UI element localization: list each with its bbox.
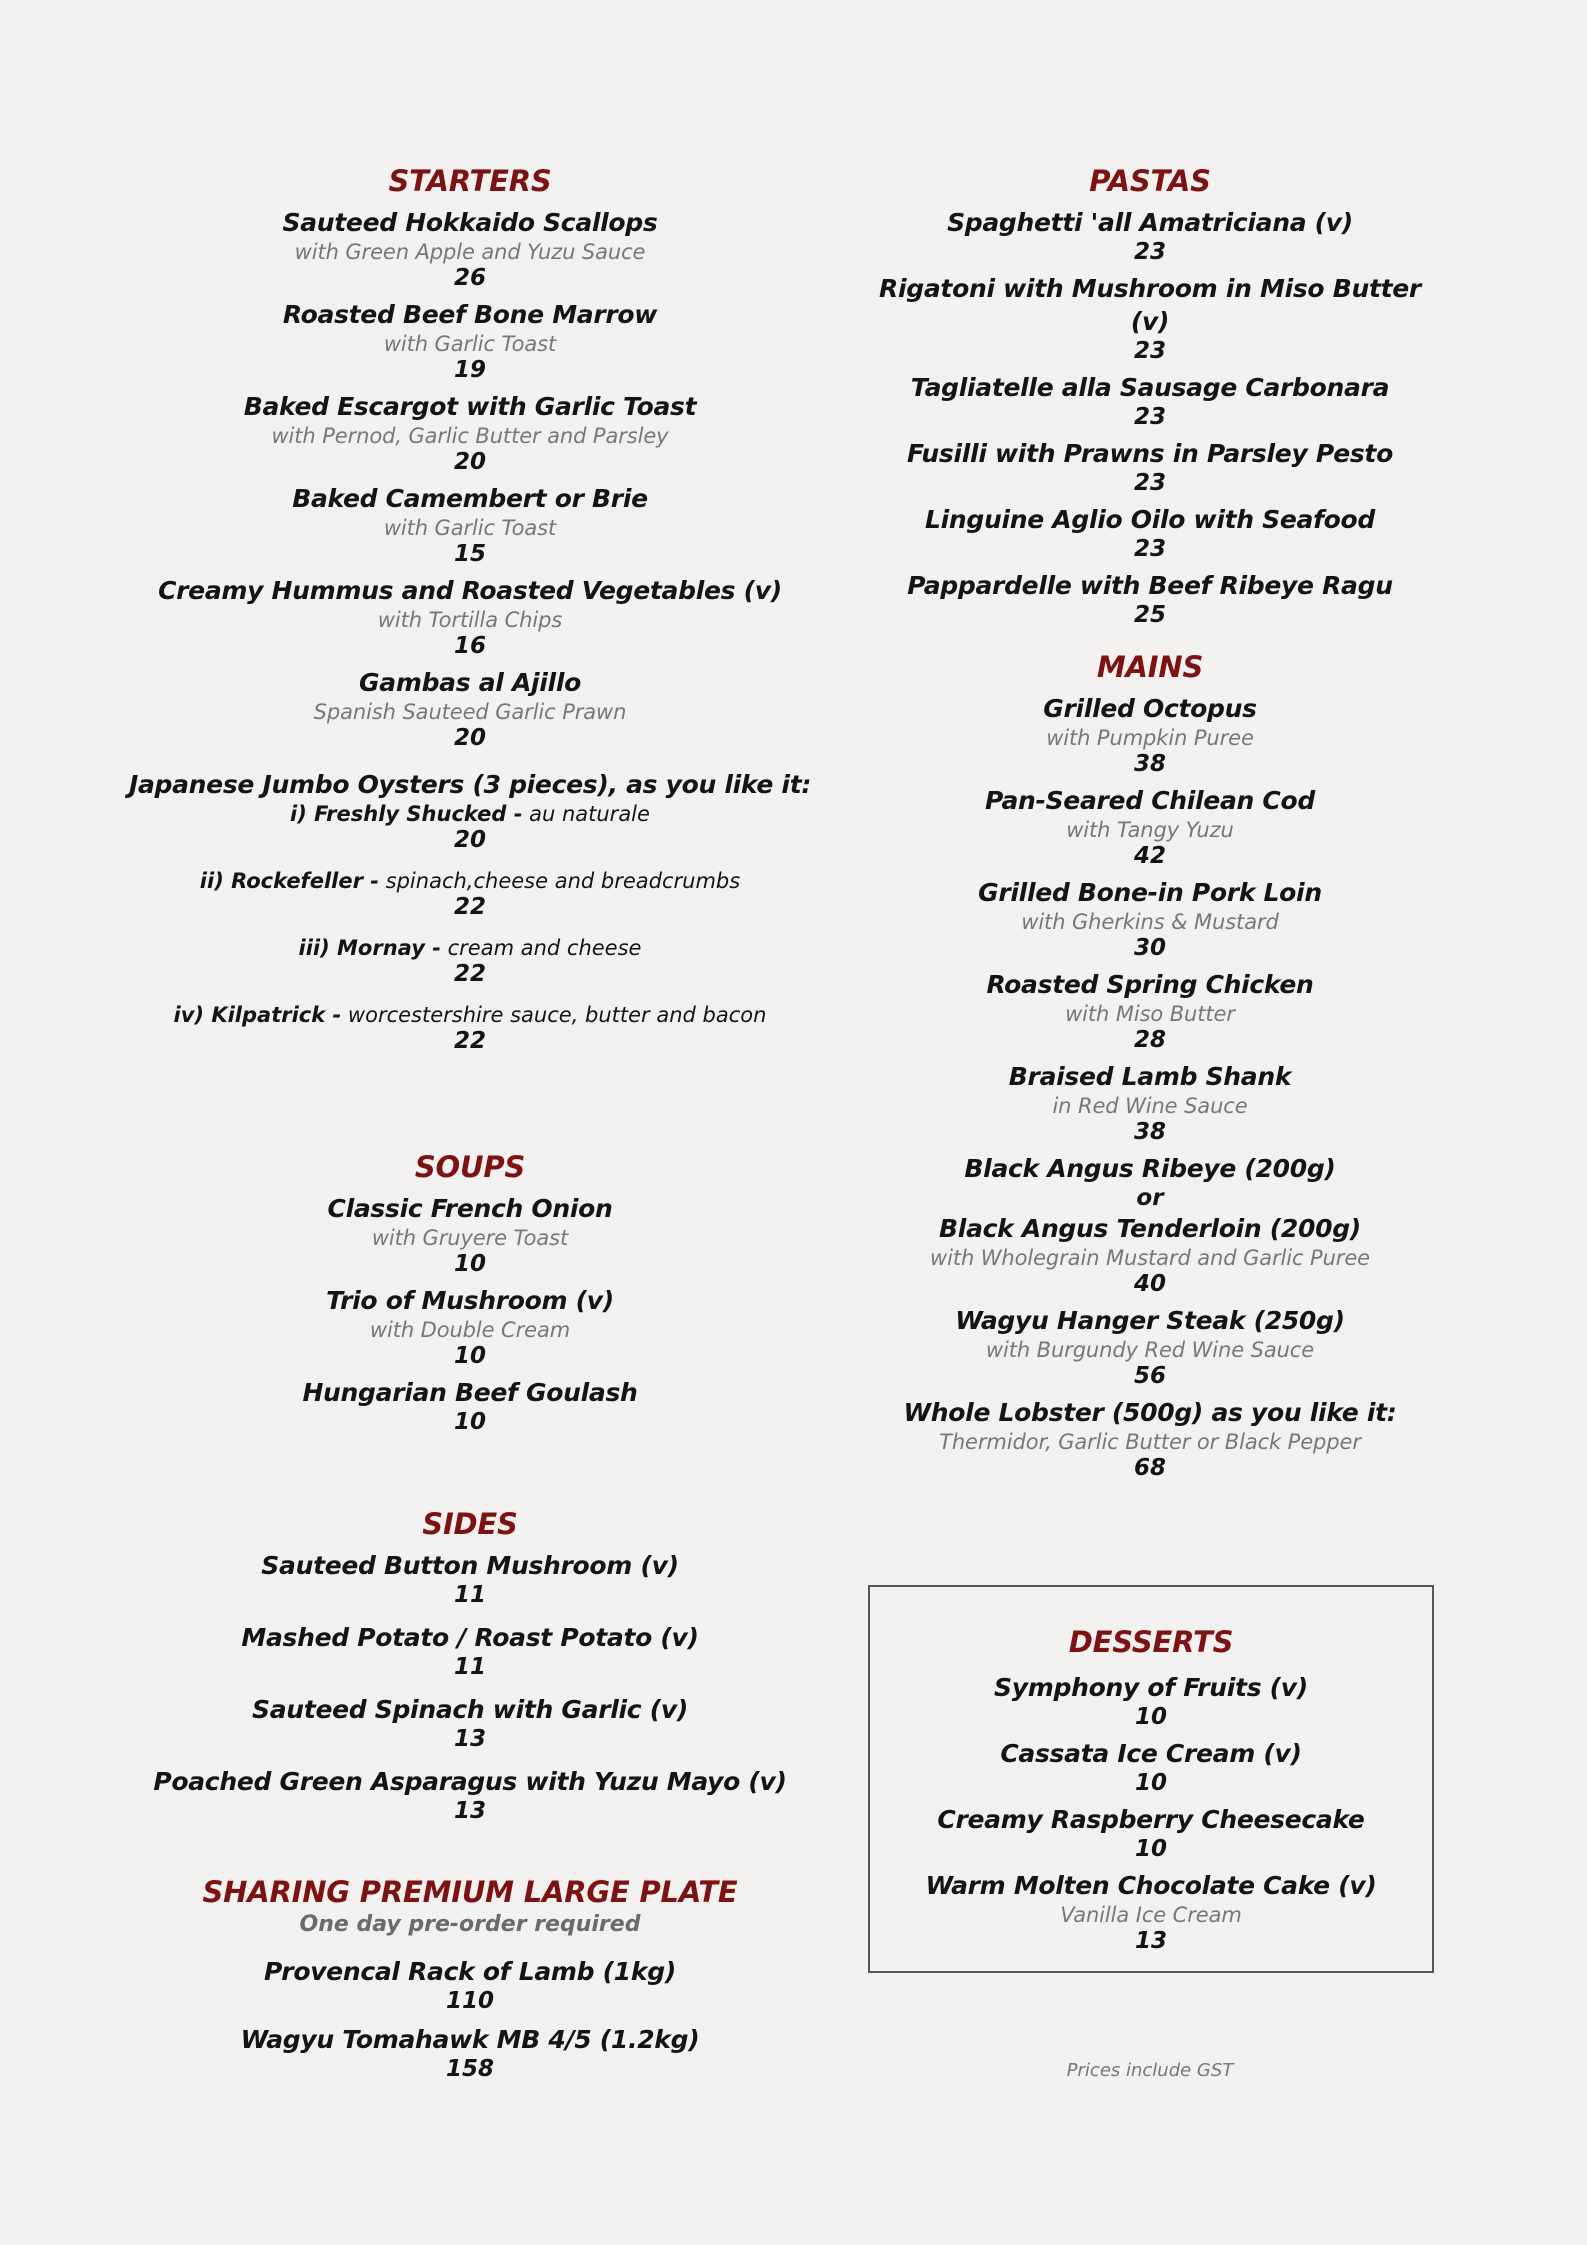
item-name: Wagyu Hanger Steak (250g) <box>955 1306 1345 1335</box>
item-name: Grilled Octopus <box>1043 694 1257 723</box>
menu-item <box>870 1803 1432 1863</box>
oyster-option <box>120 1002 820 1028</box>
oyster-option <box>120 868 820 894</box>
option-description: cream and cheese <box>447 936 642 960</box>
starters-section <box>120 162 820 1055</box>
item-name: Provencal Rack of Lamb (1kg) <box>264 1957 676 1986</box>
option-label: iv) Kilpatrick - <box>173 1003 342 1027</box>
item-name: Whole Lobster (500g) as you like it: <box>903 1398 1397 1427</box>
item-price: 10 <box>453 1343 486 1369</box>
item-price: 22 <box>453 1028 486 1054</box>
item-price: 20 <box>453 725 486 751</box>
menu-item <box>870 1737 1432 1797</box>
oyster-option <box>120 801 820 827</box>
item-name: Mashed Potato / Roast Potato (v) <box>241 1623 699 1652</box>
menu-item <box>860 371 1440 431</box>
item-name: Creamy Raspberry Cheesecake <box>937 1805 1365 1834</box>
item-name: Japanese Jumbo Oysters (3 pieces), as you like it: <box>128 770 812 799</box>
item-description: Spanish Sauteed Garlic Prawn <box>313 700 627 724</box>
option-description: spinach,cheese and breadcrumbs <box>385 869 741 893</box>
item-price: 11 <box>453 1654 486 1680</box>
item-price: 158 <box>445 2056 494 2082</box>
section-subtitle: One day pre-order required <box>299 1912 641 1937</box>
menu-item <box>120 482 820 568</box>
section-title: DESSERTS <box>1068 1625 1234 1659</box>
item-name: Pan-Seared Chilean Cod <box>985 786 1315 815</box>
section-title: SOUPS <box>414 1150 526 1184</box>
item-price: 10 <box>453 1409 486 1435</box>
item-price: 30 <box>1133 935 1166 961</box>
item-name: Black Angus Tenderloin (200g) <box>939 1214 1361 1243</box>
item-description: with Tortilla Chips <box>377 608 563 632</box>
item-description: in Red Wine Sauce <box>1052 1094 1248 1118</box>
item-price: 38 <box>1133 751 1166 777</box>
item-description: Thermidor, Garlic Butter or Black Pepper <box>939 1430 1361 1454</box>
or-divider: or <box>1136 1185 1164 1211</box>
menu-item <box>860 876 1440 962</box>
menu-item <box>860 437 1440 497</box>
item-name: Trio of Mushroom (v) <box>326 1286 614 1315</box>
item-price: 26 <box>453 265 486 291</box>
item-name: Baked Escargot with Garlic Toast <box>243 392 697 421</box>
item-price: 10 <box>453 1251 486 1277</box>
item-description: with Wholegrain Mustard and Garlic Puree <box>930 1246 1370 1270</box>
item-name: Pappardelle with Beef Ribeye Ragu <box>907 571 1393 600</box>
item-price: 56 <box>1133 1363 1166 1389</box>
item-price: 23 <box>1133 470 1166 496</box>
item-name: Grilled Bone-in Pork Loin <box>978 878 1322 907</box>
section-title: STARTERS <box>388 164 552 198</box>
item-price: 22 <box>453 894 486 920</box>
item-price: 40 <box>1133 1271 1166 1297</box>
sides-section <box>120 1505 820 1825</box>
section-title: MAINS <box>1096 650 1204 684</box>
menu-item <box>860 1060 1440 1146</box>
menu-item <box>120 1376 820 1436</box>
item-name: Black Angus Ribeye (200g) <box>964 1154 1336 1183</box>
item-price: 10 <box>1134 1836 1167 1862</box>
menu-item <box>860 206 1440 266</box>
item-price: 13 <box>1134 1928 1167 1954</box>
option-label: ii) Rockefeller - <box>199 869 379 893</box>
menu-item <box>120 1192 820 1278</box>
item-price: 20 <box>453 449 486 475</box>
oysters-item <box>120 768 820 1055</box>
item-price: 42 <box>1133 843 1166 869</box>
item-price: 11 <box>453 1582 486 1608</box>
item-description: with Gruyere Toast <box>371 1226 569 1250</box>
item-price: 10 <box>1134 1770 1167 1796</box>
menu-item <box>860 1396 1440 1482</box>
item-name: Classic French Onion <box>327 1194 613 1223</box>
menu-item <box>120 1693 820 1753</box>
menu-item <box>120 298 820 384</box>
option-label: i) Freshly Shucked - <box>290 802 523 826</box>
menu-item <box>860 692 1440 778</box>
item-name: Creamy Hummus and Roasted Vegetables (v) <box>158 576 782 605</box>
item-name: Warm Molten Chocolate Cake (v) <box>925 1871 1377 1900</box>
menu-item <box>860 569 1440 629</box>
desserts-box <box>868 1585 1434 1973</box>
menu-item <box>120 574 820 660</box>
pastas-section <box>860 162 1440 629</box>
item-name: Roasted Beef Bone Marrow <box>282 300 658 329</box>
mains-section <box>860 648 1440 1482</box>
sharing-section <box>120 1873 820 2083</box>
item-price: 22 <box>453 961 486 987</box>
menu-item <box>860 784 1440 870</box>
option-description: worcestershire sauce, butter and bacon <box>347 1003 767 1027</box>
item-description: with Miso Butter <box>1065 1002 1235 1026</box>
item-name: Symphony of Fruits (v) <box>994 1673 1308 1702</box>
item-description: with Gherkins & Mustard <box>1021 910 1279 934</box>
menu-item <box>120 1955 820 2015</box>
menu-item <box>120 666 820 752</box>
menu-item <box>870 1869 1432 1955</box>
item-price: 13 <box>453 1798 486 1824</box>
item-price: 15 <box>453 541 486 567</box>
steak-item <box>860 1152 1440 1298</box>
item-description: with Pumpkin Puree <box>1046 726 1254 750</box>
menu-item <box>120 1284 820 1370</box>
item-price: 23 <box>1133 338 1166 364</box>
item-name: Sauteed Spinach with Garlic (v) <box>252 1695 688 1724</box>
menu-item <box>120 206 820 292</box>
menu-item <box>860 968 1440 1054</box>
item-name: Baked Camembert or Brie <box>292 484 648 513</box>
item-name: Poached Green Asparagus with Yuzu Mayo (v) <box>153 1767 787 1796</box>
item-description: with Green Apple and Yuzu Sauce <box>294 240 646 264</box>
item-price: 20 <box>453 827 486 853</box>
item-name: Gambas al Ajillo <box>359 668 581 697</box>
item-description: with Double Cream <box>369 1318 571 1342</box>
item-name: Rigatoni with Mushroom in Miso Butter (v) <box>879 274 1421 336</box>
menu-item <box>120 1549 820 1609</box>
gst-note: Prices include GST <box>1066 2060 1234 2081</box>
menu-item <box>120 2023 820 2083</box>
option-description: au naturale <box>529 802 650 826</box>
item-description: Vanilla Ice Cream <box>1060 1903 1242 1927</box>
item-price: 38 <box>1133 1119 1166 1145</box>
item-price: 10 <box>1134 1704 1167 1730</box>
section-title: SHARING PREMIUM LARGE PLATE <box>202 1875 738 1909</box>
item-description: with Pernod, Garlic Butter and Parsley <box>271 424 669 448</box>
item-name: Braised Lamb Shank <box>1008 1062 1292 1091</box>
item-name: Roasted Spring Chicken <box>986 970 1314 999</box>
desserts-section <box>870 1623 1432 1955</box>
item-description: with Tangy Yuzu <box>1066 818 1234 842</box>
menu-item <box>120 1765 820 1825</box>
item-price: 16 <box>453 633 486 659</box>
soups-section <box>120 1148 820 1436</box>
item-description: with Burgundy Red Wine Sauce <box>985 1338 1315 1362</box>
item-price: 25 <box>1133 602 1166 628</box>
item-name: Sauteed Button Mushroom (v) <box>261 1551 679 1580</box>
item-price: 23 <box>1133 536 1166 562</box>
item-name: Wagyu Tomahawk MB 4/5 (1.2kg) <box>240 2025 700 2054</box>
item-description: with Garlic Toast <box>383 332 557 356</box>
menu-item <box>120 1621 820 1681</box>
item-name: Spaghetti 'all Amatriciana (v) <box>947 208 1353 237</box>
item-price: 110 <box>445 1988 494 2014</box>
item-name: Sauteed Hokkaido Scallops <box>282 208 658 237</box>
menu-item <box>860 503 1440 563</box>
option-label: iii) Mornay - <box>298 936 441 960</box>
menu-item <box>870 1671 1432 1731</box>
oyster-option <box>120 935 820 961</box>
item-name: Cassata Ice Cream (v) <box>1000 1739 1302 1768</box>
menu-item <box>860 272 1440 365</box>
item-name: Hungarian Beef Goulash <box>302 1378 638 1407</box>
menu-item <box>860 1304 1440 1390</box>
item-price: 23 <box>1133 404 1166 430</box>
item-price: 19 <box>453 357 486 383</box>
section-title: SIDES <box>422 1507 518 1541</box>
item-name: Linguine Aglio Oilo with Seafood <box>924 505 1376 534</box>
item-price: 23 <box>1133 239 1166 265</box>
menu-item <box>120 390 820 476</box>
item-description: with Garlic Toast <box>383 516 557 540</box>
item-price: 68 <box>1133 1455 1166 1481</box>
section-title: PASTAS <box>1089 164 1211 198</box>
item-name: Tagliatelle alla Sausage Carbonara <box>910 373 1390 402</box>
item-price: 13 <box>453 1726 486 1752</box>
item-price: 28 <box>1133 1027 1166 1053</box>
item-name: Fusilli with Prawns in Parsley Pesto <box>907 439 1393 468</box>
